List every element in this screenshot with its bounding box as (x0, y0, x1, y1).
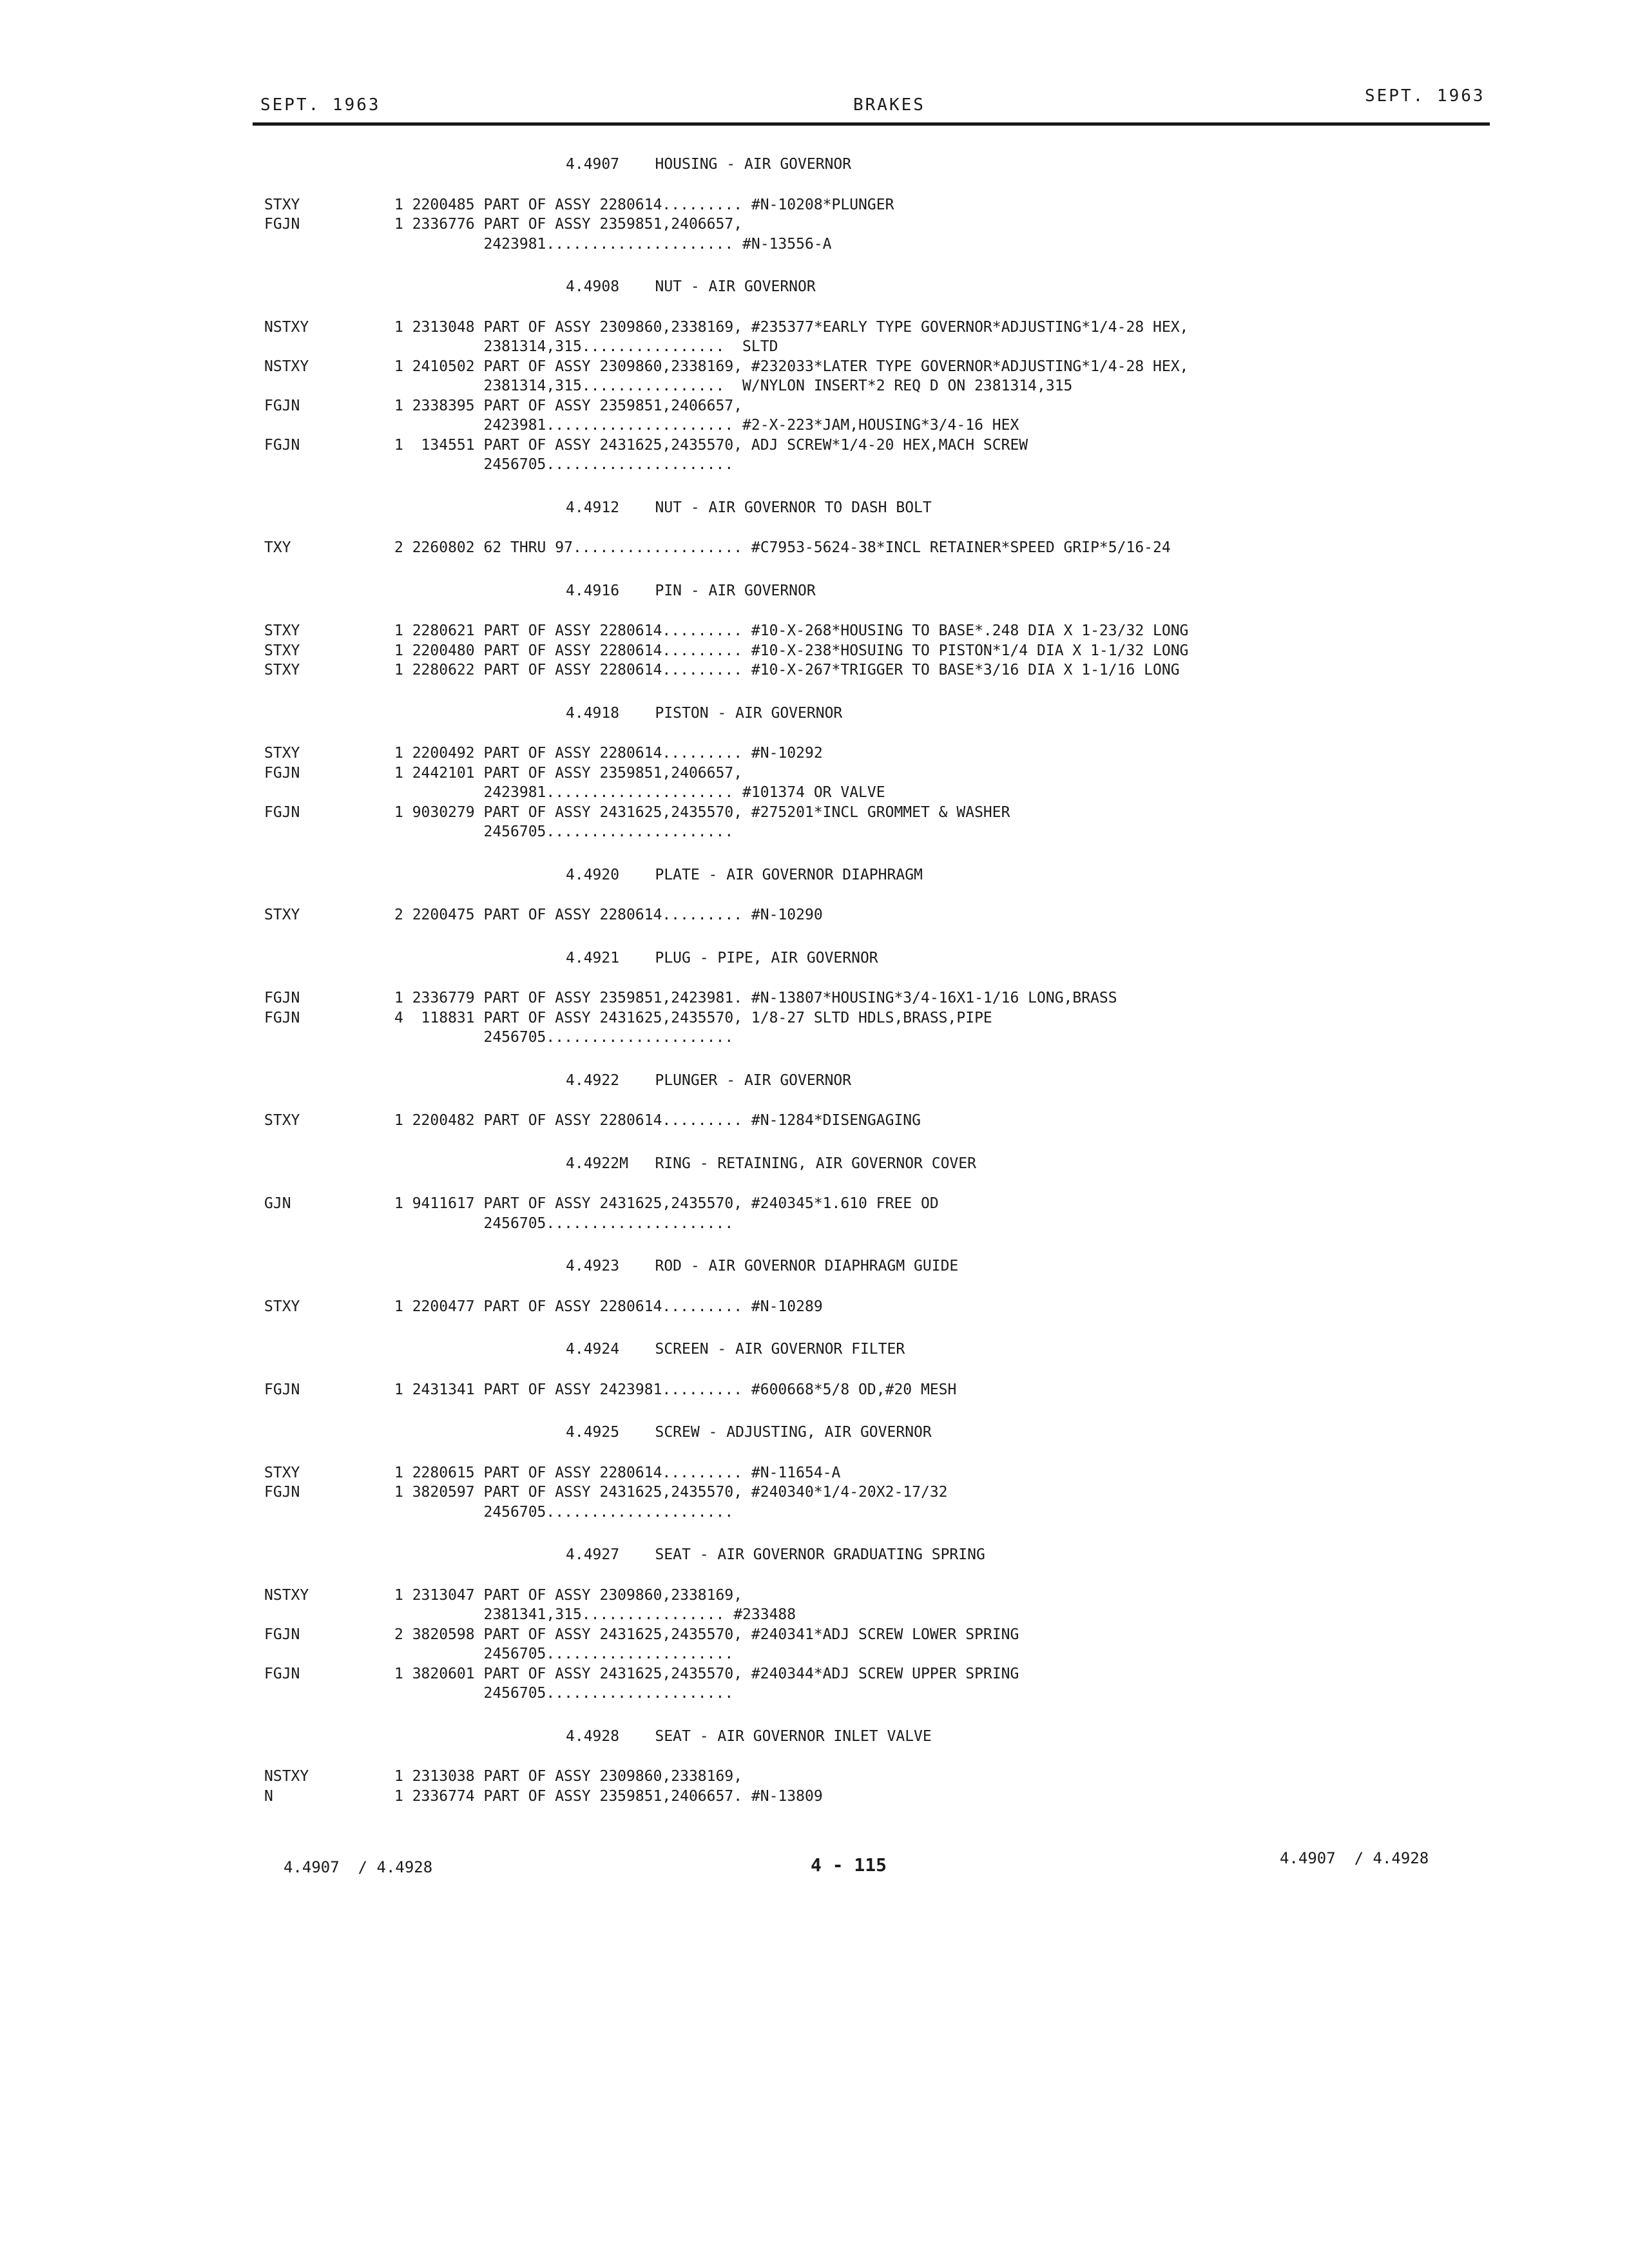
model-code: NSTXY (264, 1586, 309, 1604)
header-title: BRAKES (853, 95, 925, 115)
part-line: 1 9411617 PART OF ASSY 2431625,2435570, #240345*1.610 FREE OD (394, 1195, 939, 1212)
part-line-continued: 2456705..................... (394, 1215, 734, 1232)
model-code: FGJN (264, 436, 300, 454)
part-line: 1 3820597 PART OF ASSY 2431625,2435570, #240340*1/4-20X2-17/32 (394, 1484, 948, 1501)
header-date-right: SEPT. 1963 (1365, 86, 1485, 106)
part-line-continued: 2456705..................... (394, 456, 734, 473)
part-line: 1 2431341 PART OF ASSY 2423981......... #600668*5/8 OD,#20 MESH (394, 1381, 957, 1398)
model-code: NSTXY (264, 358, 309, 375)
part-line-continued: 2456705..................... (394, 1646, 734, 1662)
model-code: NSTXY (264, 318, 309, 336)
part-line: 1 2280621 PART OF ASSY 2280614......... #10-X-268*HOUSING TO BASE*.248 DIA X 1-23/32 LONG (394, 622, 1189, 639)
model-code: FGJN (264, 764, 300, 782)
part-line: 1 2200485 PART OF ASSY 2280614......... #N-10208*PLUNGER (394, 196, 894, 213)
part-line: 1 2280615 PART OF ASSY 2280614......... #N-11654-A (394, 1464, 841, 1481)
section-heading: 4.4907 HOUSING - AIR GOVERNOR (566, 156, 852, 173)
part-line: 1 2200477 PART OF ASSY 2280614......... #N-10289 (394, 1298, 823, 1315)
part-line: 1 2313038 PART OF ASSY 2309860,2338169, (394, 1768, 743, 1785)
part-line-continued: 2423981..................... #2-X-223*JAM,HOUSING*3/4-16 HEX (394, 417, 1019, 434)
part-line-continued: 2381341,315................ #233488 (394, 1606, 796, 1623)
section-heading: 4.4927 SEAT - AIR GOVERNOR GRADUATING SPRING (566, 1546, 985, 1563)
header-date-left: SEPT. 1963 (260, 95, 381, 115)
part-line: 1 2336779 PART OF ASSY 2359851,2423981. #N-13807*HOUSING*3/4-16X1-1/16 LONG,BRASS (394, 990, 1117, 1006)
section-heading: 4.4923 ROD - AIR GOVERNOR DIAPHRAGM GUIDE (566, 1258, 959, 1274)
part-line: 1 2280622 PART OF ASSY 2280614......... #10-X-267*TRIGGER TO BASE*3/16 DIA X 1-1/16 LONG (394, 662, 1180, 678)
part-line-continued: 2381314,315................ W/NYLON INSERT*2 REQ D ON 2381314,315 (394, 378, 1073, 394)
header-rule (253, 122, 1490, 126)
part-line: 1 134551 PART OF ASSY 2431625,2435570, ADJ SCREW*1/4-20 HEX,MACH SCREW (394, 436, 1028, 454)
part-line-continued: 2456705..................... (394, 1685, 734, 1702)
part-line-continued: 2423981..................... #N-13556-A (394, 235, 832, 253)
part-line: 2 3820598 PART OF ASSY 2431625,2435570, #240341*ADJ SCREW LOWER SPRING (394, 1626, 1019, 1643)
part-line: 1 2410502 PART OF ASSY 2309860,2338169, #232033*LATER TYPE GOVERNOR*ADJUSTING*1/4-28 HEX, (394, 358, 1189, 375)
footer-range-right: 4.4907 / 4.4928 (1280, 1849, 1429, 1867)
section-heading: 4.4922 PLUNGER - AIR GOVERNOR (566, 1072, 852, 1089)
part-line-continued: 2456705..................... (394, 1029, 734, 1046)
model-code: STXY (264, 745, 300, 762)
part-line-continued: 2423981..................... #101374 OR VALVE (394, 784, 885, 801)
model-code: N (264, 1787, 273, 1805)
model-code: GJN (264, 1195, 291, 1212)
part-line: 1 2336774 PART OF ASSY 2359851,2406657. #N-13809 (394, 1787, 823, 1805)
part-line: 1 2313048 PART OF ASSY 2309860,2338169, #235377*EARLY TYPE GOVERNOR*ADJUSTING*1/4-28 HEX, (394, 318, 1189, 336)
part-line: 1 2313047 PART OF ASSY 2309860,2338169, (394, 1586, 743, 1604)
part-line: 2 2260802 62 THRU 97................... #C7953-5624-38*INCL RETAINER*SPEED GRIP*5/16-24 (394, 539, 1171, 556)
part-line: 1 2336776 PART OF ASSY 2359851,2406657, (394, 216, 743, 233)
model-code: FGJN (264, 1484, 300, 1501)
model-code: STXY (264, 907, 300, 923)
page-number: 4 - 115 (811, 1854, 887, 1876)
part-line: 1 2200482 PART OF ASSY 2280614......... #N-1284*DISENGAGING (394, 1112, 921, 1129)
model-code: FGJN (264, 1009, 300, 1026)
model-code: STXY (264, 1464, 300, 1481)
model-code: TXY (264, 539, 291, 556)
section-heading: 4.4918 PISTON - AIR GOVERNOR (566, 704, 843, 722)
section-heading: 4.4924 SCREEN - AIR GOVERNOR FILTER (566, 1341, 905, 1358)
model-code: STXY (264, 662, 300, 678)
part-line-continued: 2456705..................... (394, 823, 734, 840)
model-code: FGJN (264, 1626, 300, 1643)
model-code: NSTXY (264, 1768, 309, 1785)
section-heading: 4.4912 NUT - AIR GOVERNOR TO DASH BOLT (566, 499, 932, 516)
part-line: 2 2200475 PART OF ASSY 2280614......... #N-10290 (394, 907, 823, 923)
model-code: STXY (264, 1112, 300, 1129)
model-code: FGJN (264, 397, 300, 414)
part-line: 1 2200492 PART OF ASSY 2280614......... #N-10292 (394, 745, 823, 762)
part-line: 1 9030279 PART OF ASSY 2431625,2435570, #275201*INCL GROMMET & WASHER (394, 803, 1010, 821)
part-line: 4 118831 PART OF ASSY 2431625,2435570, 1/8-27 SLTD HDLS,BRASS,PIPE (394, 1009, 992, 1026)
part-line-continued: 2381314,315................ SLTD (394, 338, 778, 355)
part-line: 1 2442101 PART OF ASSY 2359851,2406657, (394, 764, 743, 782)
section-heading: 4.4922M RING - RETAINING, AIR GOVERNOR COVER (566, 1155, 976, 1172)
section-heading: 4.4920 PLATE - AIR GOVERNOR DIAPHRAGM (566, 866, 923, 883)
section-heading: 4.4916 PIN - AIR GOVERNOR (566, 582, 816, 599)
section-heading: 4.4908 NUT - AIR GOVERNOR (566, 278, 816, 295)
model-code: FGJN (264, 216, 300, 233)
model-code: STXY (264, 196, 300, 213)
part-line: 1 3820601 PART OF ASSY 2431625,2435570, #240344*ADJ SCREW UPPER SPRING (394, 1665, 1019, 1682)
section-heading: 4.4928 SEAT - AIR GOVERNOR INLET VALVE (566, 1727, 932, 1745)
model-code: FGJN (264, 990, 300, 1006)
model-code: FGJN (264, 1381, 300, 1398)
model-code: STXY (264, 622, 300, 639)
section-heading: 4.4921 PLUG - PIPE, AIR GOVERNOR (566, 949, 878, 966)
model-code: FGJN (264, 1665, 300, 1682)
model-code: FGJN (264, 803, 300, 821)
model-code: STXY (264, 642, 300, 659)
section-heading: 4.4925 SCREW - ADJUSTING, AIR GOVERNOR (566, 1424, 932, 1441)
model-code: STXY (264, 1298, 300, 1315)
part-line: 1 2200480 PART OF ASSY 2280614......... #10-X-238*HOSUING TO PISTON*1/4 DIA X 1-1/32 LONG (394, 642, 1189, 659)
part-line: 1 2338395 PART OF ASSY 2359851,2406657, (394, 397, 743, 414)
part-line-continued: 2456705..................... (394, 1503, 734, 1521)
footer-range-left: 4.4907 / 4.4928 (284, 1858, 433, 1876)
